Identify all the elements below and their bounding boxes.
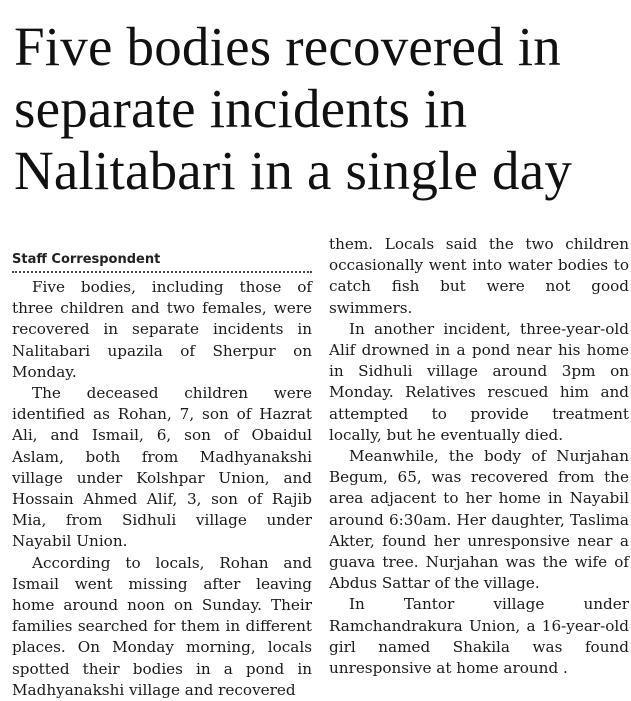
byline: Staff Correspondent — [12, 251, 312, 273]
headline-line-3: Nalitabari in a single day — [14, 140, 573, 201]
paragraph: The deceased children were identified as Rohan, 7, son of Hazrat Ali, and Ismail, 6, son of Obaidul Aslam, both from Madhyanakshi village under Kolshpar Union, and Hossain Ahmed Alif, 3, son of Rajib Mia, from Sidhuli village under Nayabil Union. — [12, 384, 312, 551]
paragraph: According to locals, Rohan and Ismail went missing after leaving home around noon on Sunday. Their families searched for them in different places. On Monday morning, locals spotted their bodies in a pond in Madhyanakshi village and recovered — [12, 553, 312, 699]
right-column — [329, 234, 629, 679]
paragraph: In Tantor village under Ramchandrakura Union, a 16-year-old girl named Shakila was found unresponsive at home around . — [329, 595, 629, 678]
paragraph: Meanwhile, the body of Nurjahan Begum, 65, was recovered from the area adjacent to her home in Nayabil around 6:30am. Her daughter, Taslima Akter, found her unresponsive near a guava tree. Nurjahan was the wife of Abdus Sattar of the village. — [329, 447, 629, 593]
headline-line-2: separate incidents in — [14, 78, 468, 139]
paragraph: Five bodies, including those of three children and two females, were recovered in separate incidents in Nalitabari upazila of Sherpur on Monday. — [12, 278, 312, 381]
left-column — [12, 234, 312, 701]
paragraph: In another incident, three-year-old Alif drowned in a pond near his home in Sidhuli village around 3pm on Monday. Relatives rescued him and attempted to provide treatment locally, but he eventually died. — [329, 319, 629, 444]
paragraph: them. Locals said the two children occasionally went into water bodies to catch fish but were not good swimmers. — [329, 235, 629, 317]
headline — [14, 16, 619, 202]
headline-line-1: Five bodies recovered in — [14, 16, 561, 77]
